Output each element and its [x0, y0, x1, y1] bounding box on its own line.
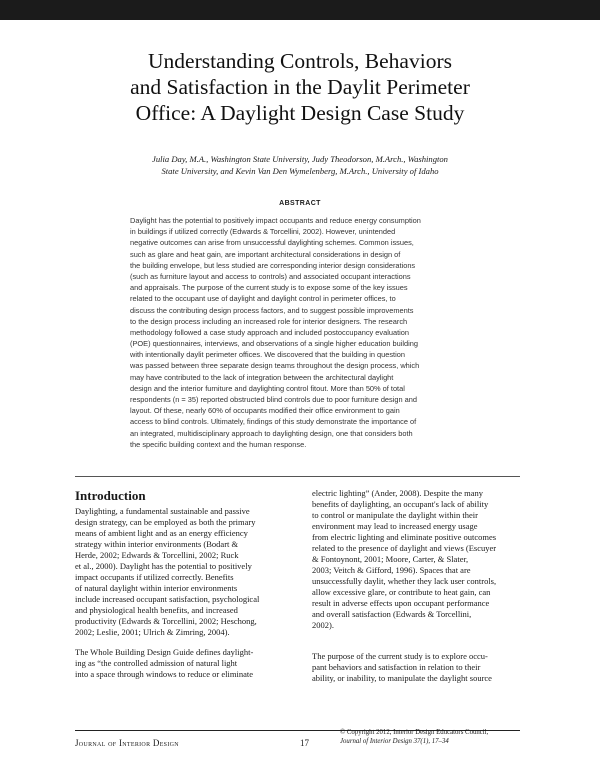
body-line: unsuccessfully daylit, whether they lack user controls,: [312, 576, 497, 586]
introduction-heading: Introduction: [75, 488, 146, 503]
body-line: The Whole Building Design Guide defines daylight-: [75, 647, 254, 657]
abstract-line: discuss the contributing design process factors, and to suggest possible improvements: [130, 305, 414, 315]
body-line: ability, or inability, to manipulate the daylight source: [312, 673, 492, 683]
body-line: means of ambient light and as an energy efficiency: [75, 528, 248, 538]
body-line: environment may lead to increased energy usage: [312, 521, 478, 531]
abstract-line: the building envelope, but less studied are corresponding interior design considerations: [130, 260, 416, 270]
body-line: impact occupants if utilized correctly. Benefits: [75, 572, 234, 582]
body-line: 2002; Leslie, 2001; Ulrich & Zimring, 2004).: [75, 627, 230, 637]
body-line: design strategy, can be employed as both the primary: [75, 517, 256, 527]
body-line: Daylighting, a fundamental sustainable and passive: [75, 506, 250, 516]
abstract-line: an integrated, multidisciplinary approach to daylighting design, one that considers both: [130, 428, 413, 438]
abstract-line: such as glare and heat gain, are important architectural considerations in design of: [130, 249, 401, 259]
body-line: of natural daylight within interior environments: [75, 583, 238, 593]
section-divider: [75, 476, 520, 477]
abstract-line: (such as furniture layout and access to controls) and associated occupant interactions: [130, 271, 411, 281]
body-line: ing as “the controlled admission of natural light: [75, 658, 238, 668]
author-line: State University, and Kevin Van Den Wymelenberg, M.Arch., University of Idaho: [161, 166, 439, 176]
abstract-heading: ABSTRACT: [279, 200, 321, 207]
left-column: [75, 488, 300, 680]
abstract-line: layout. Of these, nearly 60% of occupants modified their office environment to gain: [130, 406, 400, 416]
body-line: and physiological health benefits, and increased: [75, 605, 238, 615]
body-line: electric lighting” (Ander, 2008). Despite the many: [312, 488, 484, 498]
title-line: Understanding Controls, Behaviors: [148, 49, 452, 73]
abstract-line: respondents (n = 35) reported obstructed blind controls due to poor furniture design and: [130, 395, 417, 404]
body-line: result in adverse effects upon occupant performance: [312, 598, 490, 608]
abstract-line: was passed between three separate design teams throughout the design process, which: [130, 361, 420, 371]
body-line: allow excessive glare, or contribute to heat gain, can: [312, 587, 491, 597]
abstract-line: related to the occupant use of daylight and daylight control in perimeter offices, to: [130, 294, 396, 304]
title-line: Office: A Daylight Design Case Study: [135, 101, 465, 125]
body-line: from electric lighting and eliminate positive outcomes: [312, 532, 497, 542]
body-line: to control or manipulate the daylight within their: [312, 510, 478, 520]
abstract-line: and appraisals. The purpose of the current study is to expose some of the key issues: [130, 283, 408, 293]
body-line: The purpose of the current study is to explore occu-: [312, 651, 488, 661]
body-line: productivity (Edwards & Torcellini, 2002; Heschong,: [75, 616, 257, 626]
abstract-line: design and the interior furniture and daylighting control fitout. More than 50% of total: [130, 383, 405, 393]
body-line: 2002).: [312, 620, 334, 630]
citation-line: Journal of Interior Design 37(1), 17–34: [340, 738, 449, 745]
right-column: [312, 488, 527, 684]
abstract-line: the specific building context and the human response.: [130, 439, 307, 449]
body-line: benefits of daylighting, an occupant's lack of ability: [312, 499, 489, 509]
abstract-line: access to blind controls. Ultimately, findings of this study demonstrate the importance of: [130, 417, 417, 427]
abstract-line: Daylight has the potential to positively impact occupants and reduce energy consumption: [130, 216, 421, 225]
header-bar: [0, 0, 600, 20]
title-line: and Satisfaction in the Daylit Perimeter: [130, 75, 470, 99]
abstract-line: methodology followed a case study approach and included postoccupancy evaluation: [130, 327, 409, 337]
copyright-notice: [340, 728, 530, 746]
body-line: strategy within interior environments (Bodart &: [75, 539, 239, 549]
body-line: et al., 2000). Daylight has the potential to positively: [75, 561, 252, 571]
abstract-body: [130, 215, 475, 450]
abstract-line: negative outcomes can arise from unsuccessful daylighting schemes. Common issues,: [130, 238, 414, 248]
author-list: [100, 153, 500, 177]
abstract-line: with intentionally daylit perimeter offices. We discovered that the building in question: [130, 350, 405, 360]
body-line: & Fontoynont, 2001; Moore, Carter, & Slater,: [312, 554, 469, 564]
abstract-line: (POE) questionnaires, interviews, and observations of a single higher education building: [130, 339, 418, 349]
body-line: Herde, 2002; Edwards & Torcellini, 2002; Ruck: [75, 550, 239, 560]
abstract-line: in buildings if utilized correctly (Edwards & Torcellini, 2002). However, unintended: [130, 227, 396, 237]
body-line: 2003; Veitch & Gifford, 1996). Spaces that are: [312, 565, 471, 575]
author-line: Julia Day, M.A., Washington State University, Judy Theodorson, M.Arch., Washington: [152, 154, 448, 164]
abstract-line: to the design process including an increased role for interior designers. The research: [130, 316, 408, 326]
body-line: related to the presence of daylight and views (Escuyer: [312, 543, 497, 553]
abstract-line: may have contributed to the lack of integration between the architectural daylight: [130, 372, 394, 382]
body-line: into a space through windows to reduce or eliminate: [75, 669, 253, 679]
journal-name: Journal of Interior Design: [75, 738, 179, 748]
body-line: pant behaviors and satisfaction in relation to their: [312, 662, 481, 672]
body-line: and overall satisfaction (Edwards & Torcellini,: [312, 609, 472, 619]
copyright-line: © Copyright 2012, Interior Design Educators Council,: [340, 729, 489, 736]
body-line: include increased occupant satisfaction, psychological: [75, 594, 260, 604]
article-title: [60, 48, 540, 126]
page-number: 17: [300, 738, 309, 748]
